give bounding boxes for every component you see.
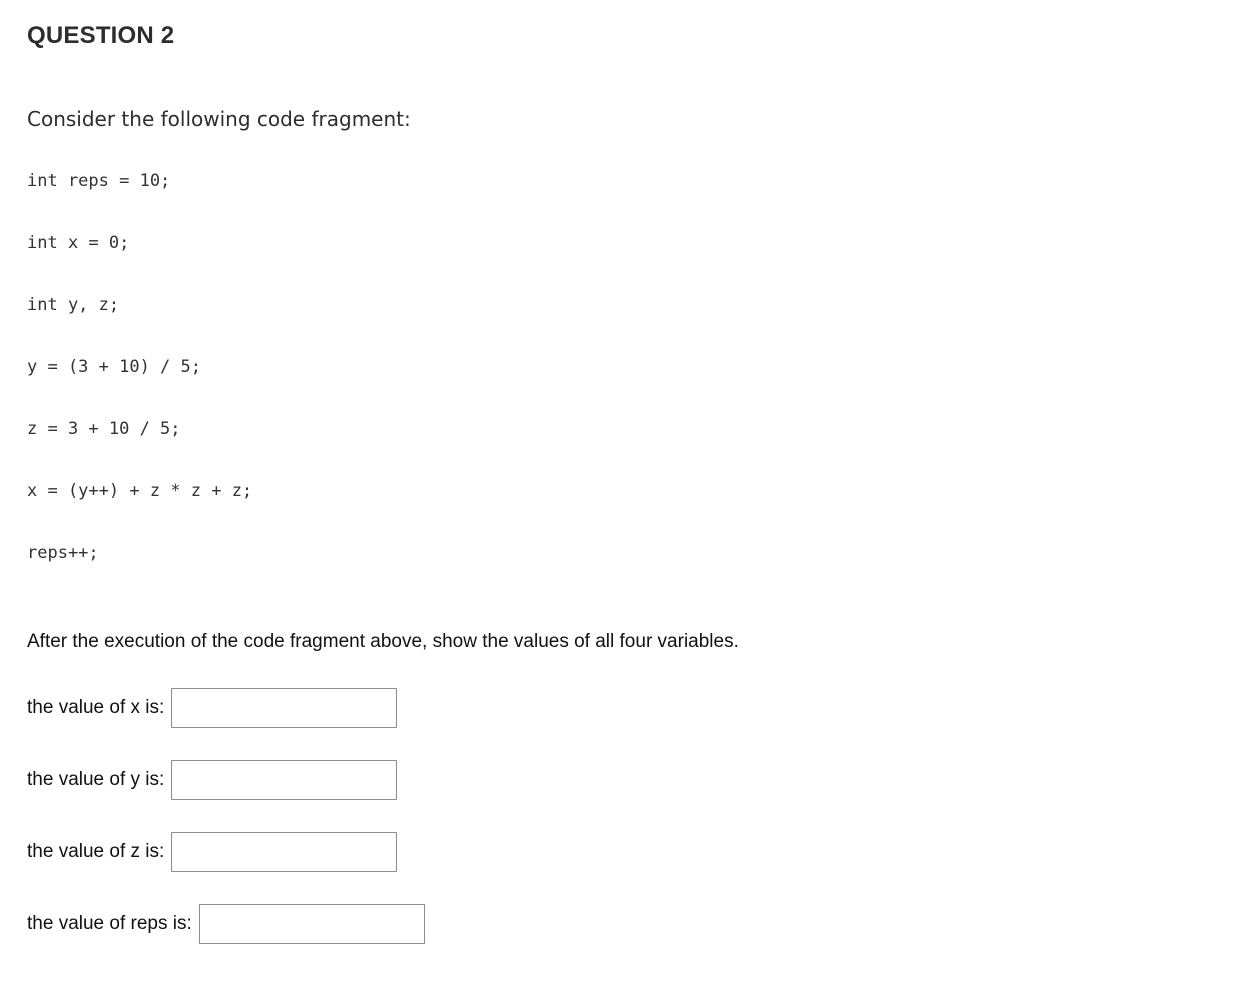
code-line: x = (y++) + z * z + z;	[27, 481, 253, 501]
answer-label-z: the value of z is:	[27, 841, 165, 862]
code-line: reps++;	[27, 543, 99, 563]
answer-input-x[interactable]	[171, 688, 397, 728]
code-line: int reps = 10;	[27, 171, 171, 191]
answer-input-z[interactable]	[171, 832, 397, 872]
answer-label-reps: the value of reps is:	[27, 913, 192, 934]
answer-row-reps	[27, 904, 425, 944]
answer-row-y	[27, 760, 397, 800]
code-line: z = 3 + 10 / 5;	[27, 419, 181, 439]
answer-row-x	[27, 688, 397, 728]
answer-row-z	[27, 832, 397, 872]
code-line: y = (3 + 10) / 5;	[27, 357, 201, 377]
question-instruction: After the execution of the code fragment above, show the values of all four variables.	[27, 631, 739, 652]
answer-label-x: the value of x is:	[27, 697, 165, 718]
code-line: int y, z;	[27, 295, 120, 315]
answer-input-reps[interactable]	[199, 904, 425, 944]
question-title: QUESTION 2	[27, 22, 175, 49]
code-line: int x = 0;	[27, 233, 130, 253]
answer-input-y[interactable]	[171, 760, 397, 800]
answer-label-y: the value of y is:	[27, 769, 165, 790]
question-intro: Consider the following code fragment:	[27, 107, 411, 131]
